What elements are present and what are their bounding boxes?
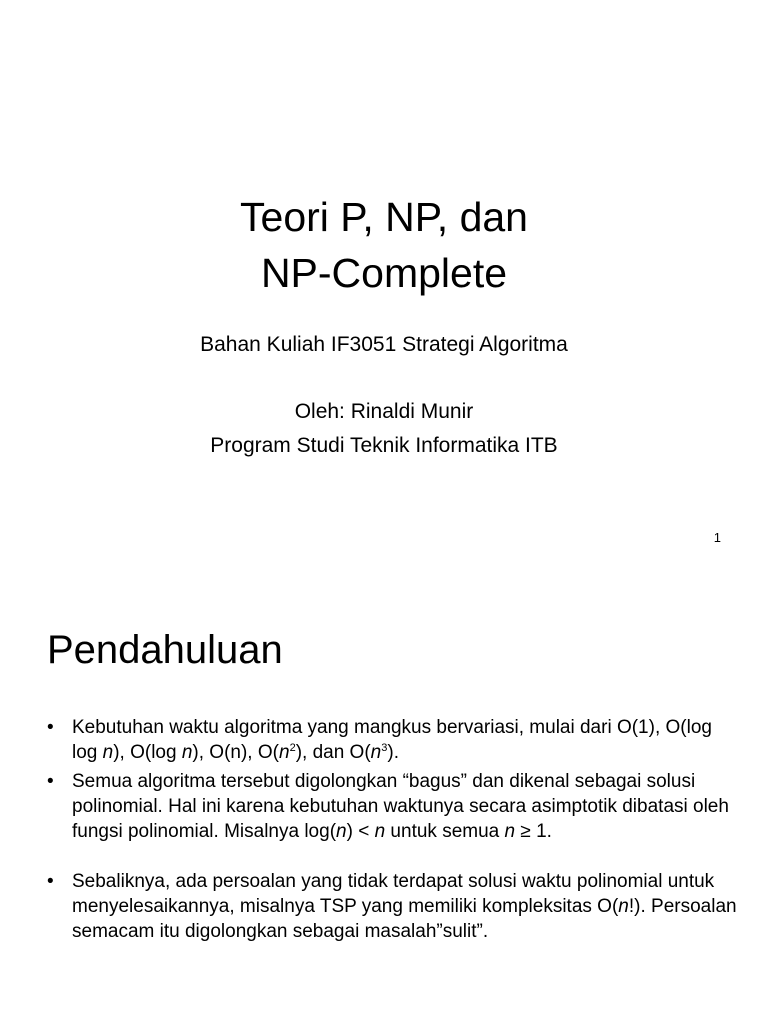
- italic-run: n: [374, 821, 386, 842]
- italic-run: n: [278, 742, 290, 763]
- text-run: Kebutuhan waktu algoritma yang mangkus bervariasi, mulai dari O(1), O(log log: [72, 717, 712, 763]
- slide-title-line-1: Teori P, NP, dan: [240, 194, 528, 240]
- bullet-text: [72, 771, 729, 842]
- text-run: Sebaliknya, ada persoalan yang tidak terdapat solusi waktu polinomial untuk menyelesaikannya, misalnya TSP yang memiliki kompleksitas O(: [72, 871, 715, 917]
- bullet-text: [72, 717, 712, 763]
- course-subtitle: Bahan Kuliah IF3051 Strategi Algoritma: [200, 333, 568, 356]
- affiliation-line: Program Studi Teknik Informatika ITB: [210, 434, 558, 457]
- text-run: untuk semua: [385, 821, 505, 842]
- bullet-item-3: [47, 869, 737, 944]
- text-run: ≥ 1.: [515, 821, 552, 842]
- italic-run: n: [336, 821, 347, 842]
- text-run: !). Persoalan semacam itu digolongkan sebagai masalah”sulit”.: [72, 896, 737, 942]
- superscript-run: 2: [289, 742, 296, 754]
- bullet-icon: •: [47, 771, 54, 792]
- italic-run: n: [181, 742, 193, 763]
- bullet-list: [47, 715, 737, 948]
- author-line: Oleh: Rinaldi Munir: [294, 400, 474, 423]
- italic-run: n: [102, 742, 114, 763]
- slide-title-line-2: NP-Complete: [260, 250, 508, 296]
- text-run: ), dan O(: [295, 742, 371, 763]
- text-run: ), O(log: [113, 742, 182, 763]
- bullet-icon: •: [47, 717, 54, 738]
- bullet-item-2: [47, 769, 737, 844]
- superscript-run: 3: [381, 742, 388, 754]
- italic-run: n: [504, 821, 516, 842]
- bullet-item-1: [47, 715, 737, 765]
- text-run: Semua algoritma tersebut digolongkan “bagus” dan dikenal sebagai solusi polinomial. Hal ini karena kebutuhan waktunya secara asimptotik dibatasi oleh fungsi polinomial. Misalnya log(: [72, 771, 729, 842]
- slide-pendahuluan: [0, 580, 768, 1024]
- page-number: 1: [713, 530, 721, 545]
- italic-run: n: [370, 742, 382, 763]
- italic-run: n: [618, 896, 629, 917]
- bullet-text: [72, 871, 737, 942]
- text-run: ), O(n), O(: [192, 742, 279, 763]
- text-run: ).: [387, 742, 399, 763]
- bullet-icon: •: [47, 871, 54, 892]
- text-run: ) <: [346, 821, 375, 842]
- slide-heading: Pendahuluan: [47, 628, 283, 672]
